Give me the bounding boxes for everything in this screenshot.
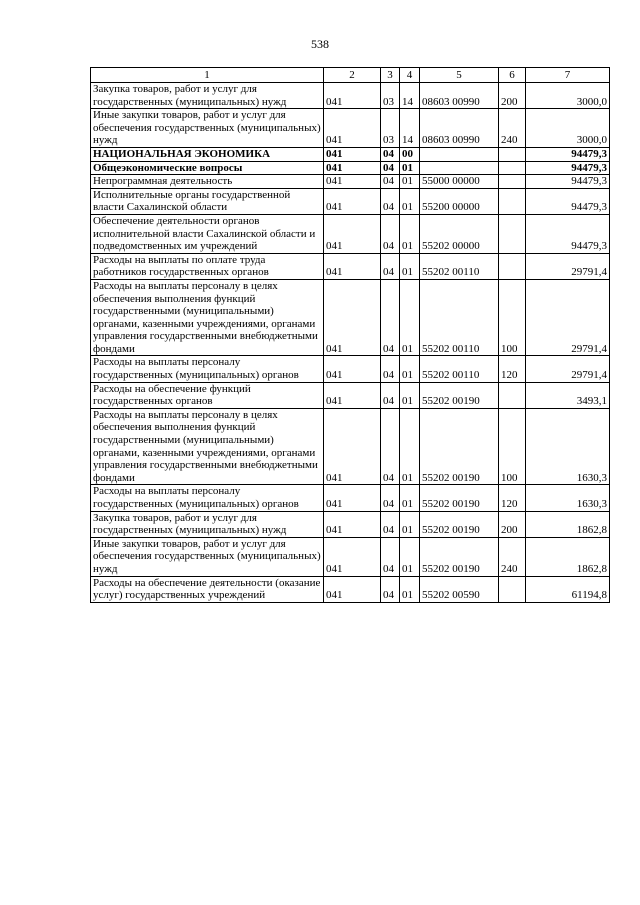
row-type-cell: 200 <box>499 83 526 109</box>
row-subsection-cell: 01 <box>400 408 420 485</box>
row-amount-cell: 61194,8 <box>526 576 610 602</box>
row-type-cell: 100 <box>499 408 526 485</box>
header-cell: 7 <box>526 68 610 83</box>
row-type-cell <box>499 188 526 214</box>
row-article-cell: 55202 00190 <box>420 485 499 511</box>
row-code-cell: 041 <box>324 175 381 189</box>
row-name-cell: Расходы на выплаты персоналу государственных (муниципальных) органов <box>91 485 324 511</box>
table-header-row <box>91 68 610 83</box>
row-subsection-cell: 01 <box>400 485 420 511</box>
table-row <box>91 109 610 148</box>
row-subsection-cell: 01 <box>400 537 420 576</box>
row-code-cell: 041 <box>324 485 381 511</box>
row-section-cell: 04 <box>381 537 400 576</box>
row-article-cell: 55202 00590 <box>420 576 499 602</box>
row-article-cell: 55202 00190 <box>420 537 499 576</box>
row-amount-cell: 29791,4 <box>526 356 610 382</box>
table-row <box>91 511 610 537</box>
row-amount-cell: 3493,1 <box>526 382 610 408</box>
row-section-cell: 04 <box>381 382 400 408</box>
row-subsection-cell: 01 <box>400 214 420 253</box>
table-row <box>91 485 610 511</box>
row-name-cell: Расходы на выплаты персоналу в целях обеспечения выполнения функций государственными (муниципальными) органами, казенными учреждениями, органами управления государственными внебюджетными фондами <box>91 279 324 356</box>
row-type-cell: 240 <box>499 109 526 148</box>
row-code-cell: 041 <box>324 83 381 109</box>
row-amount-cell: 94479,3 <box>526 147 610 161</box>
row-article-cell: 55202 00190 <box>420 511 499 537</box>
row-subsection-cell: 01 <box>400 253 420 279</box>
row-type-cell: 240 <box>499 537 526 576</box>
row-section-cell: 04 <box>381 147 400 161</box>
row-code-cell: 041 <box>324 408 381 485</box>
row-name-cell: Расходы на выплаты персоналу в целях обеспечения выполнения функций государственными (муниципальными) органами, казенными учреждениями, органами управления государственными внебюджетными фондами <box>91 408 324 485</box>
row-article-cell <box>420 161 499 175</box>
row-name-cell: Обеспечение деятельности органов исполнительной власти Сахалинской области и подведомственных им учреждений <box>91 214 324 253</box>
row-code-cell: 041 <box>324 253 381 279</box>
header-cell: 3 <box>381 68 400 83</box>
row-amount-cell: 1862,8 <box>526 511 610 537</box>
row-article-cell: 55202 00110 <box>420 279 499 356</box>
row-section-cell: 04 <box>381 511 400 537</box>
row-code-cell: 041 <box>324 537 381 576</box>
row-article-cell: 55202 00190 <box>420 408 499 485</box>
row-article-cell: 55202 00190 <box>420 382 499 408</box>
row-article-cell: 55000 00000 <box>420 175 499 189</box>
row-type-cell <box>499 147 526 161</box>
table-row <box>91 356 610 382</box>
table-row <box>91 188 610 214</box>
row-amount-cell: 1630,3 <box>526 408 610 485</box>
row-code-cell: 041 <box>324 109 381 148</box>
row-type-cell <box>499 161 526 175</box>
row-article-cell: 55202 00110 <box>420 356 499 382</box>
row-amount-cell: 1630,3 <box>526 485 610 511</box>
row-section-cell: 04 <box>381 214 400 253</box>
row-subsection-cell: 01 <box>400 382 420 408</box>
row-section-cell: 04 <box>381 408 400 485</box>
header-cell: 5 <box>420 68 499 83</box>
table-row <box>91 279 610 356</box>
table-row <box>91 147 610 161</box>
row-amount-cell: 29791,4 <box>526 279 610 356</box>
table-row <box>91 214 610 253</box>
row-name-cell: Общеэкономические вопросы <box>91 161 324 175</box>
row-subsection-cell: 01 <box>400 175 420 189</box>
row-section-cell: 04 <box>381 253 400 279</box>
row-subsection-cell: 14 <box>400 83 420 109</box>
row-name-cell: Расходы на выплаты по оплате труда работников государственных органов <box>91 253 324 279</box>
row-name-cell: НАЦИОНАЛЬНАЯ ЭКОНОМИКА <box>91 147 324 161</box>
row-type-cell <box>499 382 526 408</box>
table-row <box>91 537 610 576</box>
row-amount-cell: 94479,3 <box>526 214 610 253</box>
row-name-cell: Исполнительные органы государственной власти Сахалинской области <box>91 188 324 214</box>
row-amount-cell: 1862,8 <box>526 537 610 576</box>
header-cell: 1 <box>91 68 324 83</box>
row-subsection-cell: 01 <box>400 161 420 175</box>
row-amount-cell: 29791,4 <box>526 253 610 279</box>
row-section-cell: 03 <box>381 109 400 148</box>
header-cell: 4 <box>400 68 420 83</box>
row-article-cell: 55200 00000 <box>420 188 499 214</box>
row-type-cell <box>499 175 526 189</box>
row-type-cell <box>499 253 526 279</box>
row-amount-cell: 3000,0 <box>526 83 610 109</box>
row-name-cell: Иные закупки товаров, работ и услуг для обеспечения государственных (муниципальных) нужд <box>91 109 324 148</box>
row-subsection-cell: 01 <box>400 511 420 537</box>
table-row <box>91 83 610 109</box>
table-row <box>91 408 610 485</box>
row-code-cell: 041 <box>324 161 381 175</box>
row-article-cell <box>420 147 499 161</box>
row-type-cell: 120 <box>499 485 526 511</box>
row-section-cell: 04 <box>381 279 400 356</box>
row-type-cell <box>499 576 526 602</box>
row-code-cell: 041 <box>324 279 381 356</box>
row-subsection-cell: 14 <box>400 109 420 148</box>
header-cell: 6 <box>499 68 526 83</box>
table-row <box>91 382 610 408</box>
row-type-cell: 200 <box>499 511 526 537</box>
row-section-cell: 04 <box>381 188 400 214</box>
header-cell: 2 <box>324 68 381 83</box>
row-subsection-cell: 01 <box>400 576 420 602</box>
table-row <box>91 161 610 175</box>
row-name-cell: Непрограммная деятельность <box>91 175 324 189</box>
row-subsection-cell: 01 <box>400 356 420 382</box>
row-code-cell: 041 <box>324 576 381 602</box>
table-row <box>91 175 610 189</box>
page-number: 538 <box>311 37 329 51</box>
row-section-cell: 03 <box>381 83 400 109</box>
row-subsection-cell: 01 <box>400 279 420 356</box>
row-code-cell: 041 <box>324 382 381 408</box>
row-subsection-cell: 01 <box>400 188 420 214</box>
row-name-cell: Расходы на обеспечение деятельности (оказание услуг) государственных учреждений <box>91 576 324 602</box>
row-section-cell: 04 <box>381 356 400 382</box>
table-row <box>91 576 610 602</box>
row-code-cell: 041 <box>324 188 381 214</box>
row-code-cell: 041 <box>324 214 381 253</box>
row-article-cell: 55202 00110 <box>420 253 499 279</box>
row-type-cell: 100 <box>499 279 526 356</box>
row-section-cell: 04 <box>381 161 400 175</box>
row-amount-cell: 94479,3 <box>526 188 610 214</box>
row-type-cell <box>499 214 526 253</box>
row-amount-cell: 94479,3 <box>526 175 610 189</box>
row-section-cell: 04 <box>381 576 400 602</box>
row-article-cell: 55202 00000 <box>420 214 499 253</box>
row-name-cell: Иные закупки товаров, работ и услуг для обеспечения государственных (муниципальных) нужд <box>91 537 324 576</box>
row-name-cell: Расходы на выплаты персоналу государственных (муниципальных) органов <box>91 356 324 382</box>
table-row <box>91 253 610 279</box>
row-amount-cell: 3000,0 <box>526 109 610 148</box>
row-amount-cell: 94479,3 <box>526 161 610 175</box>
row-article-cell: 08603 00990 <box>420 83 499 109</box>
row-name-cell: Закупка товаров, работ и услуг для государственных (муниципальных) нужд <box>91 511 324 537</box>
row-type-cell: 120 <box>499 356 526 382</box>
row-name-cell: Расходы на обеспечение функций государственных органов <box>91 382 324 408</box>
row-code-cell: 041 <box>324 511 381 537</box>
row-section-cell: 04 <box>381 485 400 511</box>
budget-table <box>90 67 610 603</box>
row-article-cell: 08603 00990 <box>420 109 499 148</box>
row-name-cell: Закупка товаров, работ и услуг для государственных (муниципальных) нужд <box>91 83 324 109</box>
row-subsection-cell: 00 <box>400 147 420 161</box>
row-section-cell: 04 <box>381 175 400 189</box>
row-code-cell: 041 <box>324 147 381 161</box>
row-code-cell: 041 <box>324 356 381 382</box>
